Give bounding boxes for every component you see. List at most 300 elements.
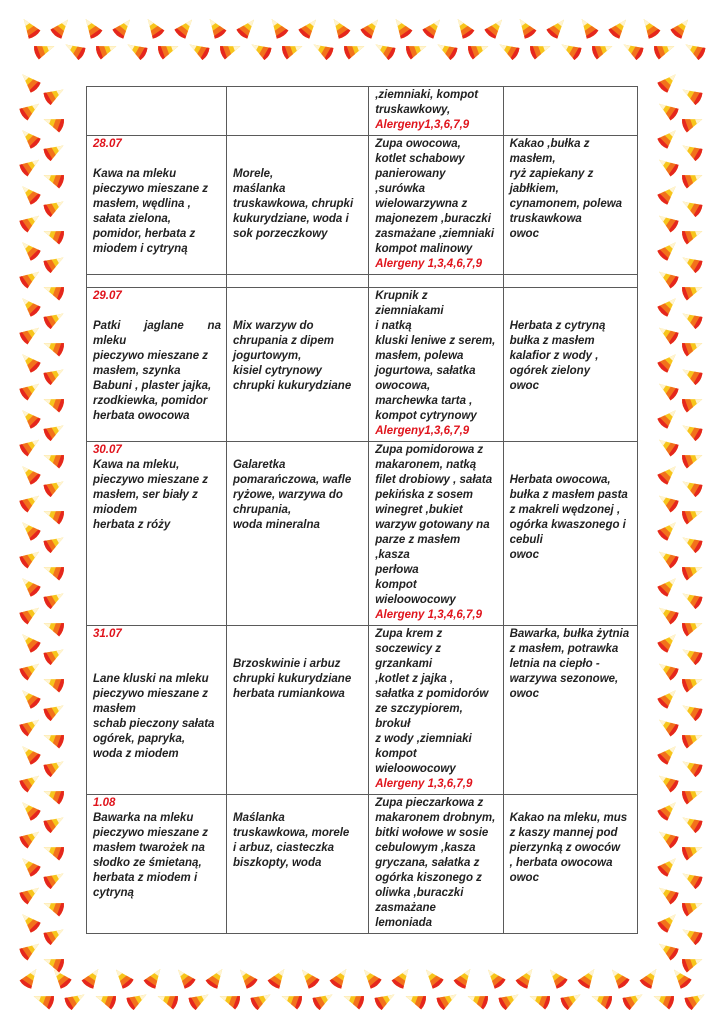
breakfast-line: rzodkiewka, pomidor <box>93 395 208 407</box>
tea-line: z kaszy mannej pod <box>509 827 618 839</box>
candy-corn-icon <box>655 714 680 737</box>
tea-cell <box>503 626 637 795</box>
tea-line: bułka z masłem <box>509 335 595 347</box>
lunch-line: kluski leniwe z serem, <box>375 335 496 347</box>
candy-corn-icon <box>669 965 693 990</box>
candy-corn-icon <box>682 38 707 60</box>
candy-corn-icon <box>467 40 491 60</box>
lunch-line: kompot <box>375 579 417 591</box>
tea-line: cebuli <box>509 534 543 546</box>
lunch-line: marchewka tarta , <box>375 395 473 407</box>
candy-corn-icon <box>41 281 65 301</box>
candy-corn-icon <box>679 811 704 833</box>
tea-line: owoc <box>509 380 539 392</box>
candy-corn-icon <box>681 617 705 637</box>
candy-corn-icon <box>42 867 67 889</box>
tea-line: owoc <box>509 228 539 240</box>
day-date: 30.07 <box>93 444 122 456</box>
lunch-line: Zupa pomidorowa z <box>375 444 484 456</box>
candy-corn-icon <box>559 988 584 1010</box>
tea-line: z masłem, potrawka <box>509 643 619 655</box>
candy-corn-icon <box>452 15 475 40</box>
candy-corn-icon <box>124 38 149 60</box>
candy-corn-icon <box>681 169 705 189</box>
candy-corn-icon <box>42 139 67 161</box>
blank-line <box>510 796 632 811</box>
candy-corn-icon <box>679 755 704 777</box>
candy-corn-icon <box>42 699 67 721</box>
lunch-line: wieloowocowy <box>375 594 456 606</box>
snack-line: Morele, <box>232 168 274 180</box>
candy-corn-icon <box>17 69 41 93</box>
candy-corn-icon <box>546 15 570 40</box>
candy-corn-icon <box>41 785 65 805</box>
lunch-line: wieloowocowy <box>375 763 456 775</box>
candy-corn-icon <box>681 449 705 469</box>
candy-corn-icon <box>297 965 321 990</box>
candy-corn-icon <box>514 15 537 40</box>
spacer-cell <box>503 275 637 288</box>
candy-corn-icon <box>17 685 41 709</box>
snack-line: kisiel cytrynowy <box>232 365 322 377</box>
snack-line: herbata rumiankowa <box>232 688 345 700</box>
breakfast-line: pieczywo mieszane z <box>93 827 209 839</box>
candy-corn-icon <box>607 965 631 990</box>
breakfast-line: cytryną <box>93 887 134 899</box>
candy-corn-icon <box>681 953 705 973</box>
lunch-line: makaronem drobnym, <box>375 812 496 824</box>
candy-corn-icon <box>41 561 65 581</box>
candy-corn-icon <box>681 281 705 301</box>
allergens-label: Alergeny 1,3,4,6,7,9 <box>375 258 482 270</box>
candy-corn-icon <box>17 853 41 877</box>
candy-corn-icon <box>17 461 41 485</box>
tea-line: z makreli wędzonej , <box>509 504 621 516</box>
candy-corn-icon <box>655 434 680 457</box>
blank-line <box>233 627 363 642</box>
blank-line <box>233 304 363 319</box>
candy-corn-icon <box>656 125 680 149</box>
menu-row <box>87 87 638 136</box>
candy-corn-icon <box>679 531 704 553</box>
candy-corn-icon <box>679 699 704 721</box>
lunch-line: majonezem ,buraczki <box>375 213 491 225</box>
candy-corn-icon <box>681 785 705 805</box>
candy-corn-icon <box>679 475 704 497</box>
breakfast-line: masłem, ser biały z <box>93 489 198 501</box>
snack-line: chrupania z dipem <box>232 335 334 347</box>
candy-corn-icon <box>655 154 680 177</box>
lunch-line: lemoniada <box>375 917 433 929</box>
lunch-line: Krupnik z ziemniakami <box>375 290 444 317</box>
blank-line <box>233 289 363 304</box>
candy-corn-icon <box>42 83 67 105</box>
candy-corn-icon <box>422 15 446 40</box>
blank-line <box>510 289 632 304</box>
breakfast-line: masłem, szynka <box>93 365 181 377</box>
candy-corn-icon <box>681 729 705 749</box>
candy-corn-icon <box>235 965 259 990</box>
tea-line: owoc <box>509 549 539 561</box>
breakfast-line: woda z miodem <box>93 748 179 760</box>
lunch-line: winegret ,bukiet <box>375 504 463 516</box>
candy-corn-icon <box>639 965 662 990</box>
snack-line: chrupki kukurydziane <box>232 380 352 392</box>
candy-corn-icon <box>679 139 704 161</box>
menu-table <box>86 86 638 934</box>
candy-corn-icon <box>679 363 704 385</box>
breakfast-line: Kawa na mleku, <box>93 459 180 471</box>
lunch-line: kotlet schabowy <box>375 153 465 165</box>
candy-corn-icon <box>17 125 41 149</box>
breakfast-line: Lane kluski na mleku <box>93 673 209 685</box>
candy-corn-icon <box>656 797 680 821</box>
candy-corn-icon <box>41 113 65 133</box>
candy-corn-icon <box>483 965 507 990</box>
candy-corn-icon <box>17 573 41 597</box>
candy-corn-icon <box>681 505 705 525</box>
candy-corn-icon <box>33 40 57 60</box>
candy-corn-icon <box>157 40 181 60</box>
breakfast-cell <box>87 442 227 626</box>
spacer-cell <box>226 275 368 288</box>
candy-corn-icon <box>656 69 680 93</box>
blank-line <box>233 152 363 167</box>
breakfast-line: Bawarka na mleku <box>93 812 194 824</box>
candy-corn-icon <box>42 195 67 217</box>
candy-corn-icon <box>125 988 150 1010</box>
candy-corn-icon <box>42 531 67 553</box>
snack-line: woda mineralna <box>232 519 320 531</box>
candy-corn-icon <box>656 517 680 541</box>
candy-corn-icon <box>41 729 65 749</box>
candy-corn-icon <box>41 897 65 917</box>
candy-corn-icon <box>359 965 383 990</box>
candy-corn-icon <box>679 867 704 889</box>
candy-corn-icon <box>529 40 553 60</box>
breakfast-line: herbata z róży <box>93 519 171 531</box>
candy-corn-icon <box>608 15 632 40</box>
snack-line: kukurydziane, woda i <box>232 213 349 225</box>
breakfast-line: mleku <box>93 335 127 347</box>
candy-corn-icon <box>219 40 243 60</box>
snack-cell <box>226 136 368 275</box>
candy-corn-icon <box>18 546 43 569</box>
candy-corn-icon <box>18 490 43 513</box>
candy-corn-icon <box>62 38 87 60</box>
tea-line: , herbata owocowa <box>509 857 613 869</box>
candy-corn-icon <box>18 154 43 177</box>
lunch-line: zasmażane ,ziemniaki <box>375 228 495 240</box>
blank-line <box>233 642 363 657</box>
snack-cell <box>226 795 368 934</box>
tea-line: Herbata z cytryną <box>509 320 606 332</box>
lunch-line: wielowarzywna z <box>375 198 468 210</box>
lunch-line: kompot malinowy <box>375 243 473 255</box>
candy-corn-icon <box>173 965 197 990</box>
candy-corn-icon <box>42 923 67 945</box>
breakfast-line: pieczywo mieszane z <box>93 350 209 362</box>
candy-corn-icon <box>655 826 680 849</box>
candy-corn-icon <box>656 405 680 429</box>
candy-corn-icon <box>18 210 43 233</box>
menu-row <box>87 626 638 795</box>
lunch-cell <box>369 795 503 934</box>
candy-corn-icon <box>373 988 398 1010</box>
lunch-line: filet drobiowy , sałata <box>375 474 493 486</box>
lunch-cell <box>369 442 503 626</box>
candy-corn-icon <box>112 15 136 40</box>
breakfast-cell <box>87 87 227 136</box>
tea-line: ogórek zielony <box>509 365 591 377</box>
candy-corn-icon <box>679 83 704 105</box>
candy-corn-icon <box>41 617 65 637</box>
candy-corn-icon <box>341 990 365 1010</box>
candy-corn-icon <box>497 988 522 1010</box>
candy-corn-icon <box>656 853 680 877</box>
candy-corn-icon <box>679 643 704 665</box>
lunch-line: Zupa owocowa, <box>375 138 461 150</box>
candy-corn-icon <box>41 225 65 245</box>
day-date: 28.07 <box>93 138 122 150</box>
snack-line: ryżowe, warzywa do <box>232 489 343 501</box>
candy-corn-icon <box>656 685 680 709</box>
lunch-line: truskawkowy, <box>375 104 451 116</box>
breakfast-line: sałata zielona, <box>93 213 171 225</box>
day-date: 31.07 <box>93 628 122 640</box>
candy-corn-icon <box>18 266 43 289</box>
candy-corn-icon <box>310 38 335 60</box>
snack-line: sok porzeczkowy <box>232 228 328 240</box>
breakfast-line: pieczywo mieszane z <box>93 474 209 486</box>
candy-corn-icon <box>49 965 73 990</box>
candy-corn-icon <box>248 38 273 60</box>
candy-corn-icon <box>683 988 708 1010</box>
candy-corn-icon <box>187 988 212 1010</box>
candy-corn-icon <box>217 990 241 1010</box>
blank-line <box>93 152 221 167</box>
candy-corn-icon <box>41 169 65 189</box>
candy-corn-icon <box>18 770 43 793</box>
candy-corn-icon <box>17 629 41 653</box>
candy-corn-icon <box>41 393 65 413</box>
candy-corn-icon <box>656 293 680 317</box>
blank-line <box>233 137 363 152</box>
lunch-cell <box>369 87 503 136</box>
candy-corn-icon <box>655 770 680 793</box>
candy-corn-icon <box>545 965 569 990</box>
candy-corn-icon <box>41 505 65 525</box>
candy-corn-icon <box>143 965 166 990</box>
candy-corn-icon <box>18 15 41 40</box>
candy-corn-icon <box>17 181 41 205</box>
candy-corn-icon <box>63 988 88 1010</box>
candy-corn-icon <box>155 990 179 1010</box>
candy-corn-icon <box>42 363 67 385</box>
candy-corn-icon <box>653 40 677 60</box>
candy-corn-icon <box>31 990 55 1010</box>
snack-cell <box>226 288 368 442</box>
breakfast-line: Babuni , plaster jajka, <box>93 380 212 392</box>
candy-corn-icon <box>655 378 680 401</box>
candy-corn-icon <box>655 546 680 569</box>
candy-corn-icon <box>41 953 65 973</box>
lunch-line: panierowany <box>375 168 446 180</box>
tea-line: ogórka kwaszonego i <box>509 519 626 531</box>
candy-corn-icon <box>111 965 135 990</box>
candy-corn-icon <box>638 15 661 40</box>
candy-corn-icon <box>41 673 65 693</box>
tea-line: cynamonem, polewa <box>509 198 623 210</box>
candy-corn-icon <box>17 741 41 765</box>
candy-corn-icon <box>434 38 459 60</box>
candy-corn-icon <box>205 965 228 990</box>
snack-line: maślanka <box>232 183 286 195</box>
candy-corn-icon <box>591 40 615 60</box>
candy-corn-icon <box>267 965 290 990</box>
candy-corn-icon <box>679 307 704 329</box>
candy-corn-icon <box>484 15 508 40</box>
candy-corn-icon <box>656 573 680 597</box>
candy-corn-icon <box>655 322 680 345</box>
lunch-line: warzyw gotowany na <box>375 519 490 531</box>
lunch-cell <box>369 136 503 275</box>
tea-line: kalafior z wody , <box>509 350 599 362</box>
lunch-line: owocowa, <box>375 380 431 392</box>
blank-line <box>510 443 632 458</box>
candy-corn-icon <box>42 419 67 441</box>
breakfast-line: masłem <box>93 703 136 715</box>
candy-corn-icon <box>655 490 680 513</box>
breakfast-line: pieczywo mieszane z <box>93 688 209 700</box>
candy-corn-icon <box>17 293 41 317</box>
candy-corn-icon <box>620 38 645 60</box>
candy-corn-icon <box>18 714 43 737</box>
spacer-cell <box>87 275 227 288</box>
blank-line <box>93 304 221 319</box>
lunch-line: soczewicy z grzankami <box>375 643 442 670</box>
candy-corn-icon <box>329 965 352 990</box>
candy-corn-icon <box>42 475 67 497</box>
snack-cell <box>226 442 368 626</box>
spacer-cell <box>369 275 503 288</box>
menu-row <box>87 288 638 442</box>
candy-corn-icon <box>80 15 103 40</box>
candy-corn-icon <box>527 990 551 1010</box>
tea-line: masłem, <box>509 153 556 165</box>
tea-cell <box>503 87 637 136</box>
candy-corn-icon <box>328 15 351 40</box>
candy-corn-icon <box>18 938 43 961</box>
candy-corn-icon <box>372 38 397 60</box>
candy-corn-icon <box>421 965 445 990</box>
lunch-line: zasmażane <box>375 902 436 914</box>
candy-corn-icon <box>186 38 211 60</box>
candy-corn-icon <box>18 378 43 401</box>
breakfast-line: herbata z miodem i <box>93 872 198 884</box>
candy-corn-icon <box>42 643 67 665</box>
tea-line: Kakao ,bułka z <box>509 138 590 150</box>
candy-corn-icon <box>174 15 198 40</box>
candy-corn-icon <box>655 210 680 233</box>
tea-line: pierzynką z owoców <box>509 842 621 854</box>
candy-corn-icon <box>41 337 65 357</box>
lunch-line: ze szczypiorem, brokuł <box>375 703 463 730</box>
lunch-line: oliwka ,buraczki <box>375 887 464 899</box>
candy-corn-icon <box>656 629 680 653</box>
candy-corn-icon <box>18 434 43 457</box>
tea-line: Bawarka, bułka żytnia <box>509 628 630 640</box>
candy-corn-icon <box>18 658 43 681</box>
candy-corn-icon <box>17 909 41 933</box>
candy-corn-icon <box>18 98 43 121</box>
candy-corn-icon <box>42 251 67 273</box>
snack-line: Maślanka <box>232 812 285 824</box>
candy-corn-icon <box>17 797 41 821</box>
candy-corn-icon <box>42 587 67 609</box>
candy-corn-icon <box>435 988 460 1010</box>
candy-corn-icon <box>391 965 414 990</box>
allergens-label: Alergeny 1,3,6,7,9 <box>375 778 473 790</box>
tea-cell <box>503 288 637 442</box>
snack-line: i arbuz, ciasteczka <box>232 842 334 854</box>
lunch-line: Zupa pieczarkowa z <box>375 797 484 809</box>
candy-corn-icon <box>679 587 704 609</box>
snack-line: chrupania, <box>232 504 292 516</box>
candy-corn-icon <box>17 237 41 261</box>
breakfast-line: schab pieczony sałata <box>93 718 215 730</box>
tea-line: owoc <box>509 688 539 700</box>
lunch-line: z wody ,ziemniaki <box>375 733 472 745</box>
snack-line: truskawkowa, chrupki <box>232 198 354 210</box>
breakfast-line: pieczywo mieszane z <box>93 183 209 195</box>
candy-corn-icon <box>681 225 705 245</box>
candy-corn-icon <box>390 15 413 40</box>
allergens-label: Alergeny1,3,6,7,9 <box>375 425 470 437</box>
candy-corn-icon <box>236 15 260 40</box>
blank-line <box>510 458 632 473</box>
tea-line: owoc <box>509 872 539 884</box>
candy-corn-icon <box>679 923 704 945</box>
candy-corn-icon <box>679 195 704 217</box>
breakfast-cell <box>87 136 227 275</box>
breakfast-line: herbata owocowa <box>93 410 190 422</box>
lunch-line: ogórka kiszonego z <box>375 872 482 884</box>
candy-corn-icon <box>95 40 119 60</box>
snack-cell <box>226 626 368 795</box>
lunch-line: pekińska z sosem <box>375 489 474 501</box>
lunch-line: Zupa krem z <box>375 628 443 640</box>
breakfast-line: pomidor, herbata z <box>93 228 196 240</box>
lunch-line: sałatka z pomidorów <box>375 688 489 700</box>
candy-corn-icon <box>41 841 65 861</box>
candy-corn-icon <box>343 40 367 60</box>
candy-corn-icon <box>18 602 43 625</box>
candy-corn-icon <box>577 965 600 990</box>
candy-corn-icon <box>453 965 476 990</box>
candy-corn-icon <box>18 826 43 849</box>
spacer-row <box>87 275 638 288</box>
breakfast-line: Kawa na mleku <box>93 168 177 180</box>
candy-corn-icon <box>204 15 227 40</box>
breakfast-line: słodko ze śmietaną, <box>93 857 202 869</box>
candy-corn-icon <box>679 419 704 441</box>
candy-corn-icon <box>42 307 67 329</box>
candy-corn-icon <box>50 15 74 40</box>
candy-corn-icon <box>465 990 489 1010</box>
blank-line <box>93 657 221 672</box>
tea-line: Kakao na mleku, mus <box>509 812 628 824</box>
